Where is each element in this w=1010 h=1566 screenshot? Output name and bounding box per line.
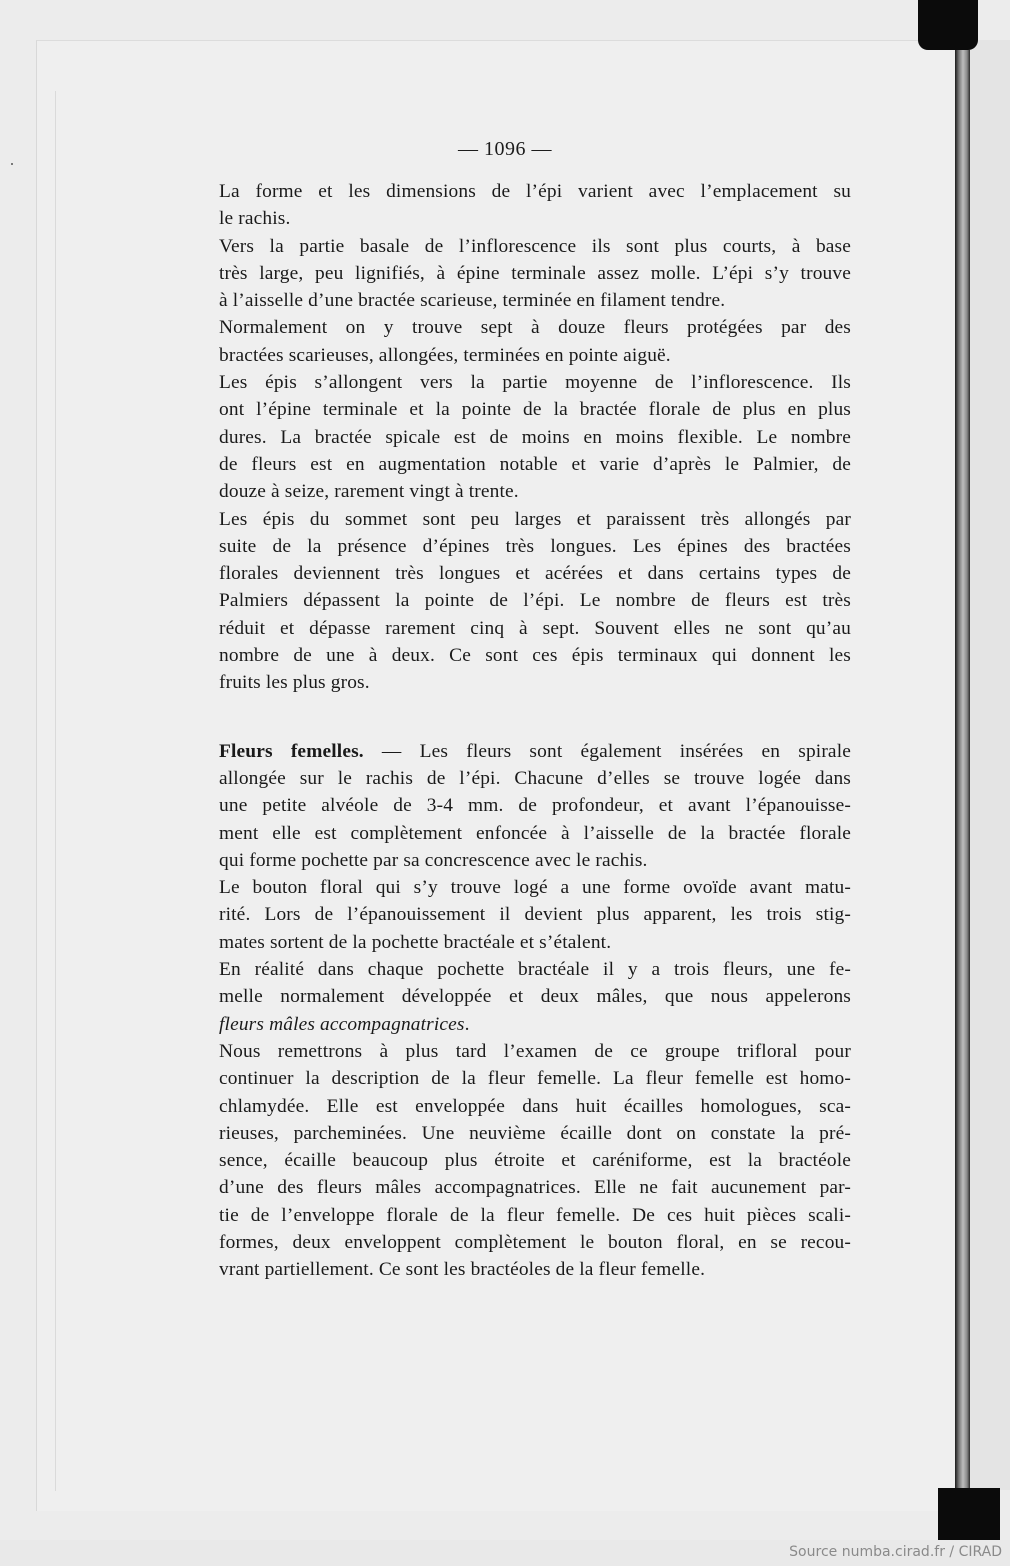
paragraph: [199, 874, 851, 956]
text-line: [199, 1011, 851, 1038]
paragraph: [199, 1038, 851, 1284]
text-line: le rachis.: [219, 208, 291, 230]
text-line: suite de la présence d’épines très longues. Les épines des bractées: [219, 535, 851, 557]
paragraph: [199, 233, 851, 315]
text-line: formes, deux enveloppent complètement le bouton floral, en se recou-: [219, 1231, 851, 1253]
text-line: allongée sur le rachis de l’épi. Chacune d’elles se trouve logée dans: [219, 767, 851, 789]
text-line: Vers la partie basale de l’inflorescence ils sont plus courts, à base: [219, 235, 851, 257]
text-line: fruits les plus gros.: [219, 672, 370, 694]
text-line: Normalement on y trouve sept à douze fleurs protégées par des: [219, 317, 851, 339]
section-first-line-text: — Les fleurs sont également insérées en spirale: [363, 740, 851, 762]
text-line: Les épis s’allongent vers la partie moyenne de l’inflorescence. Ils: [219, 372, 851, 394]
binding-shadow-bottom: [938, 1488, 1000, 1540]
italic-term-punctuation: .: [464, 1013, 470, 1035]
text-line: d’une des fleurs mâles accompagnatrices. Elle ne fait aucunement par-: [219, 1177, 851, 1199]
text-line: dures. La bractée spicale est de moins en moins flexible. Le nombre: [219, 426, 851, 448]
page-edge-line: [55, 91, 56, 1491]
text-line: sence, écaille beaucoup plus étroite et caréniforme, est la bractéole: [219, 1150, 851, 1172]
text-line: ont l’épine terminale et la pointe de la bractée florale de plus en plus: [219, 399, 851, 421]
paragraph: [199, 314, 851, 369]
text-line: tie de l’enveloppe florale de la fleur femelle. De ces huit pièces scali-: [219, 1204, 851, 1226]
text-line: mates sortent de la pochette bractéale et s’étalent.: [219, 931, 612, 953]
paragraph: [199, 178, 851, 233]
text-line: très large, peu lignifiés, à épine terminale assez molle. L’épi s’y trouve: [219, 262, 851, 284]
text-line: vrant partiellement. Ce sont les bractéoles de la fleur femelle.: [219, 1259, 706, 1281]
paragraph: [199, 506, 851, 697]
book-spine: [955, 50, 970, 1490]
text-line: de fleurs est en augmentation notable et varie d’après le Palmier, de: [219, 453, 851, 475]
section-heading: Fleurs femelles.: [219, 740, 364, 762]
text-line: Palmiers dépassent la pointe de l’épi. Le nombre de fleurs est très: [219, 590, 851, 612]
text-line: réduit et dépasse rarement cinq à sept. Souvent elles ne sont qu’au: [219, 617, 851, 639]
text-line: nombre de une à deux. Ce sont ces épis terminaux qui donnent les: [219, 645, 851, 667]
text-line: une petite alvéole de 3-4 mm. de profondeur, et avant l’épanouisse-: [219, 795, 851, 817]
binding-shadow-top: [918, 0, 978, 50]
scan-speck: [11, 163, 13, 165]
text-line: continuer la description de la fleur femelle. La fleur femelle est homo-: [219, 1068, 851, 1090]
text-line: En réalité dans chaque pochette bractéale il y a trois fleurs, une fe-: [219, 959, 851, 981]
text-line: ment elle est complètement enfoncée à l’aisselle de la bractée florale: [219, 822, 851, 844]
text-line: Le bouton floral qui s’y trouve logé a une forme ovoïde avant matu-: [219, 877, 851, 899]
text-line: qui forme pochette par sa concrescence avec le rachis.: [219, 849, 648, 871]
section-paragraph: [199, 738, 851, 874]
text-line: La forme et les dimensions de l’épi varient avec l’emplacement su: [219, 181, 851, 202]
text-line: Les épis du sommet sont peu larges et paraissent très allongés par: [219, 508, 851, 530]
text-line: melle normalement développée et deux mâles, que nous appelerons: [219, 986, 851, 1008]
text-line: rité. Lors de l’épanouissement il devient plus apparent, les trois stig-: [219, 904, 851, 926]
text-line: Nous remettrons à plus tard l’examen de ce groupe trifloral pour: [219, 1040, 851, 1062]
source-credit: Source numba.cirad.fr / CIRAD: [789, 1544, 1002, 1560]
text-line: rieuses, parcheminées. Une neuvième écaille dont on constate la pré-: [219, 1122, 851, 1144]
text-line: à l’aisselle d’une bractée scarieuse, terminée en filament tendre.: [219, 290, 726, 312]
text-line: [199, 738, 851, 765]
text-line: bractées scarieuses, allongées, terminées en pointe aiguë.: [219, 344, 671, 366]
italic-term: fleurs mâles accompagnatrices: [219, 1013, 465, 1035]
body-text: [199, 178, 851, 1284]
next-page-edge: [970, 40, 1010, 1490]
text-line: florales deviennent très longues et acérées et dans certains types de: [219, 563, 851, 585]
text-line: douze à seize, rarement vingt à trente.: [219, 481, 519, 503]
paragraph: [199, 956, 851, 1038]
page-number: — 1096 —: [458, 138, 552, 160]
paragraph: [199, 369, 851, 505]
text-line: chlamydée. Elle est enveloppée dans huit écailles homologues, sca-: [219, 1095, 851, 1117]
